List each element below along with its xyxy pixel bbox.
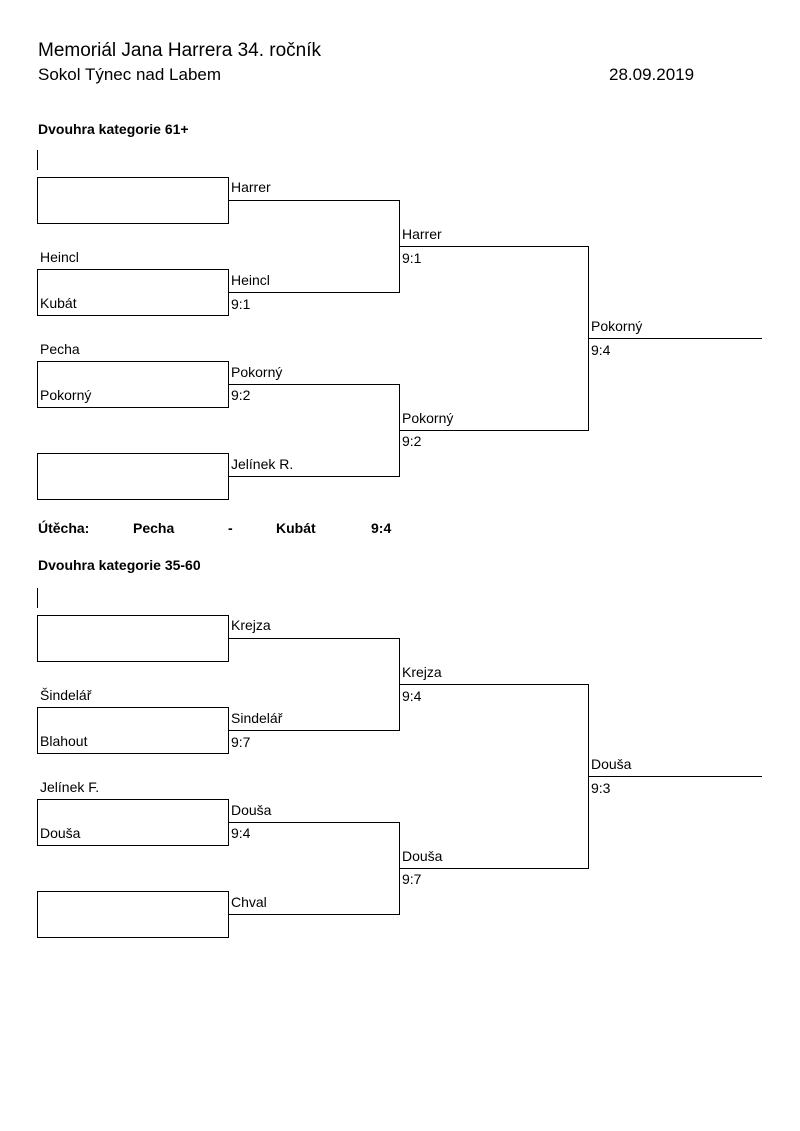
bracket-heading: Dvouhra kategorie 61+ — [38, 121, 189, 137]
consolation-score: 9:4 — [371, 520, 392, 536]
bracket-entry: Kubát — [40, 295, 77, 311]
match-score: 9:3 — [591, 780, 611, 796]
match-score: 9:4 — [231, 825, 251, 841]
bracket-entry: Jelínek R. — [231, 456, 294, 472]
bracket-entry: Sindelář — [231, 710, 283, 726]
bracket-entry: Chval — [231, 894, 267, 910]
match-score: 9:4 — [591, 342, 611, 358]
bracket-entry: Krejza — [231, 617, 271, 633]
match-score: 9:1 — [231, 296, 251, 312]
bracket-entry: Heincl — [40, 249, 79, 265]
event-date: 28.09.2019 — [609, 65, 695, 84]
bracket-entry: Pecha — [40, 341, 80, 357]
bracket-entry: Šindelář — [40, 687, 92, 703]
match-score: 9:2 — [402, 433, 422, 449]
bracket-entry: Douša — [402, 848, 443, 864]
match-score: 9:1 — [402, 250, 422, 266]
bracket-entry: Douša — [40, 825, 81, 841]
match-score: 9:4 — [402, 688, 422, 704]
bracket-entry: Jelínek F. — [40, 779, 100, 795]
match-score: 9:7 — [402, 871, 422, 887]
bracket-entry: Harrer — [402, 226, 442, 242]
bracket-entry: Blahout — [40, 733, 88, 749]
bracket-entry: Harrer — [231, 179, 271, 195]
bracket-entry: Pokorný — [40, 387, 92, 403]
bracket-entry: Heincl — [231, 272, 270, 288]
bracket-entry: Pokorný — [231, 364, 283, 380]
bracket-lines — [0, 588, 800, 948]
consolation-separator: - — [228, 520, 233, 536]
bracket-entry: Krejza — [402, 664, 442, 680]
bracket-entry: Pokorný — [402, 410, 454, 426]
bracket-heading: Dvouhra kategorie 35-60 — [38, 557, 201, 573]
match-score: 9:7 — [231, 734, 251, 750]
consolation-label: Útěcha: — [38, 520, 90, 536]
consolation-player: Pecha — [133, 520, 175, 536]
bracket-lines — [0, 150, 800, 510]
match-score: 9:2 — [231, 387, 251, 403]
venue: Sokol Týnec nad Labem — [38, 65, 222, 84]
bracket-entry: Douša — [231, 802, 272, 818]
page-title: Memoriál Jana Harrera 34. ročník — [38, 40, 321, 61]
bracket-winner: Pokorný — [591, 318, 643, 334]
bracket-winner: Douša — [591, 756, 632, 772]
consolation-player: Kubát — [276, 520, 316, 536]
